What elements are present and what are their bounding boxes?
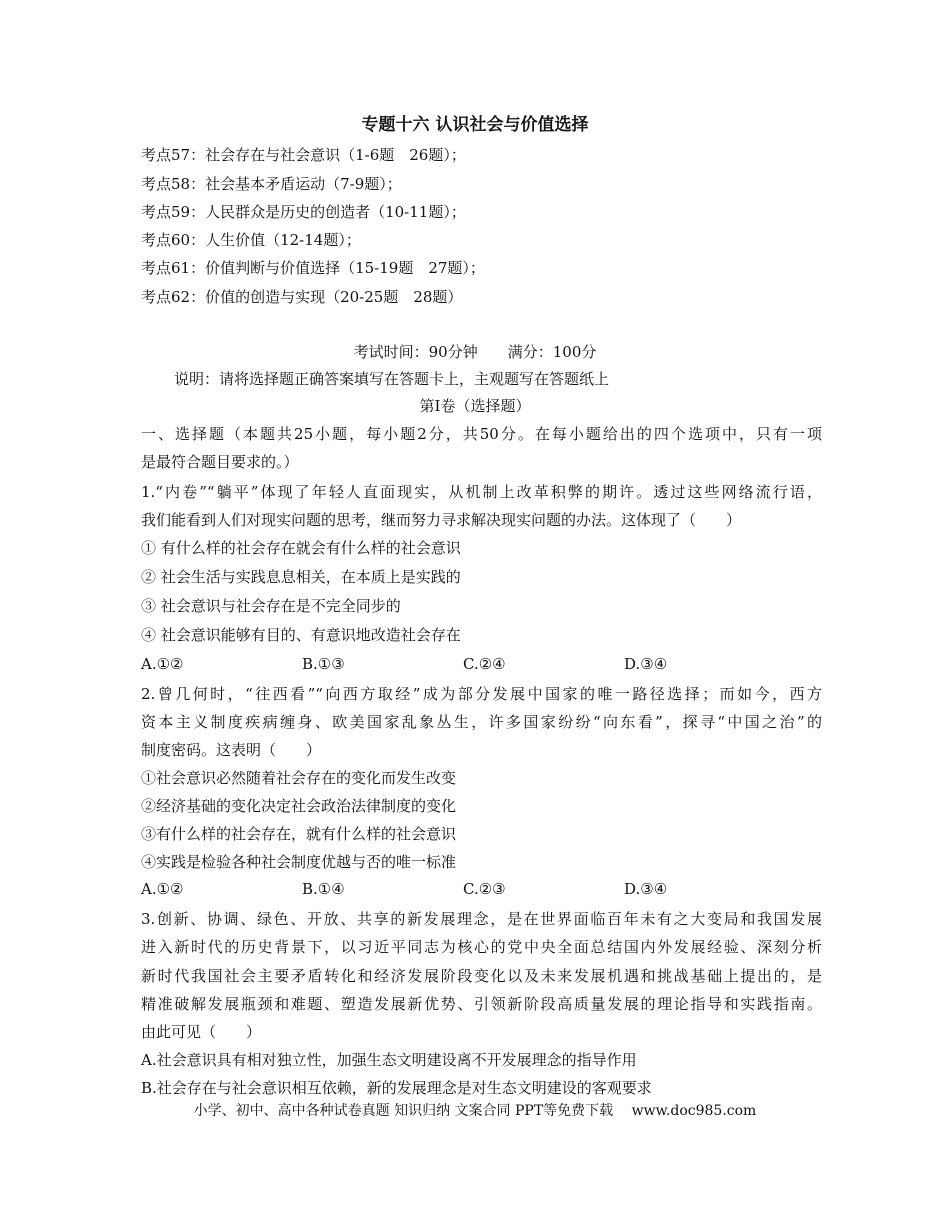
- q1-stem-line-1: 1.“内卷”“躺平”体现了年轻人直面现实，从机制上改革积弊的期许。透过这些网络流行语，: [141, 483, 822, 501]
- q2-option-d: D.③④: [624, 880, 668, 898]
- page-footer: 小学、初中、高中各种试卷真题 知识归纳 文案合同 PPT等免费下载 www.doc985.com: [193, 1103, 757, 1119]
- q3-stem-line-3: 新时代我国社会主要矛盾转化和经济发展阶段变化以及未来发展机遇和挑战基础上提出的，是: [141, 967, 822, 985]
- q3-stem-line-1: 3.创新、协调、绿色、开放、共享的新发展理念，是在世界面临百年未有之大变局和我国发展: [141, 910, 822, 928]
- q3-stem-line-2: 进入新时代的历史背景下，以习近平同志为核心的党中央全面总结国内外发展经验、深刻分析: [141, 938, 822, 956]
- exam-info: 考试时间：90分钟 满分：100分: [353, 343, 597, 361]
- q1-options: [141, 654, 822, 674]
- kaodian-57: 考点57：社会存在与社会意识（1-6题 26题）；: [141, 146, 466, 164]
- q2-item-4: ④实践是检验各种社会制度优越与否的唯一标准: [141, 853, 457, 871]
- q2-item-2: ②经济基础的变化决定社会政治法律制度的变化: [141, 797, 457, 815]
- kaodian-60: 考点60：人生价值（12-14题）；: [141, 231, 361, 249]
- q2-stem-line-2: 资本主义制度疾病缠身、欧美国家乱象丛生，许多国家纷纷“向东看”，探寻“中国之治”的: [141, 713, 822, 731]
- q3-stem-line-5: 由此可见（ ）: [141, 1023, 262, 1041]
- kaodian-58: 考点58：社会基本矛盾运动（7-9题）；: [141, 175, 402, 193]
- q1-item-2: ② 社会生活与实践息息相关，在本质上是实践的: [141, 568, 461, 586]
- q2-option-b: B.①④: [302, 880, 345, 898]
- q1-option-c: C.②④: [463, 655, 506, 673]
- exam-note: 说明：请将选择题正确答案填写在答题卡上，主观题写在答题纸上: [174, 370, 610, 388]
- q1-option-d: D.③④: [624, 655, 668, 673]
- q2-stem-line-3: 制度密码。这表明（ ）: [141, 741, 322, 759]
- q1-option-a: A.①②: [141, 655, 184, 673]
- q1-item-4: ④ 社会意识能够有目的、有意识地改造社会存在: [141, 626, 461, 644]
- q3-option-a: A.社会意识具有相对独立性，加强生态文明建设离不开发展理念的指导作用: [141, 1051, 637, 1069]
- q2-option-a: A.①②: [141, 880, 184, 898]
- instruction-line-1: 一、选择题（本题共25小题，每小题2分，共50分。在每小题给出的四个选项中，只有一项: [141, 425, 822, 443]
- q2-item-1: ①社会意识必然随着社会存在的变化而发生改变: [141, 769, 457, 787]
- q2-options: [141, 879, 822, 899]
- q1-option-b: B.①③: [302, 655, 345, 673]
- q2-item-3: ③有什么样的社会存在，就有什么样的社会意识: [141, 825, 457, 843]
- q1-item-1: ① 有什么样的社会存在就会有什么样的社会意识: [141, 539, 461, 557]
- q3-stem-line-4: 精准破解发展瓶颈和难题、塑造发展新优势、引领新阶段高质量发展的理论指导和实践指南。: [141, 995, 822, 1013]
- kaodian-62: 考点62：价值的创造与实现（20-25题 28题）: [141, 288, 463, 306]
- q3-option-b: B.社会存在与社会意识相互依赖，新的发展理念是对生态文明建设的客观要求: [141, 1079, 652, 1097]
- q2-option-c: C.②③: [463, 880, 506, 898]
- instruction-line-2: 是最符合题目要求的。）: [141, 453, 299, 471]
- q2-stem-line-1: 2.曾几何时，“往西看”“向西方取经”成为部分发展中国家的唯一路径选择；而如今，西方: [141, 685, 822, 703]
- kaodian-61: 考点61：价值判断与价值选择（15-19题 27题）；: [141, 259, 485, 277]
- q1-item-3: ③ 社会意识与社会存在是不完全同步的: [141, 597, 401, 615]
- q1-stem-line-2: 我们能看到人们对现实问题的思考，继而努力寻求解决现实问题的办法。这体现了（ ）: [141, 511, 742, 529]
- kaodian-59: 考点59：人民群众是历史的创造者（10-11题）；: [141, 203, 466, 221]
- section-heading: 第I卷（选择题）: [419, 397, 531, 415]
- page-title: 专题十六 认识社会与价值选择: [361, 115, 589, 135]
